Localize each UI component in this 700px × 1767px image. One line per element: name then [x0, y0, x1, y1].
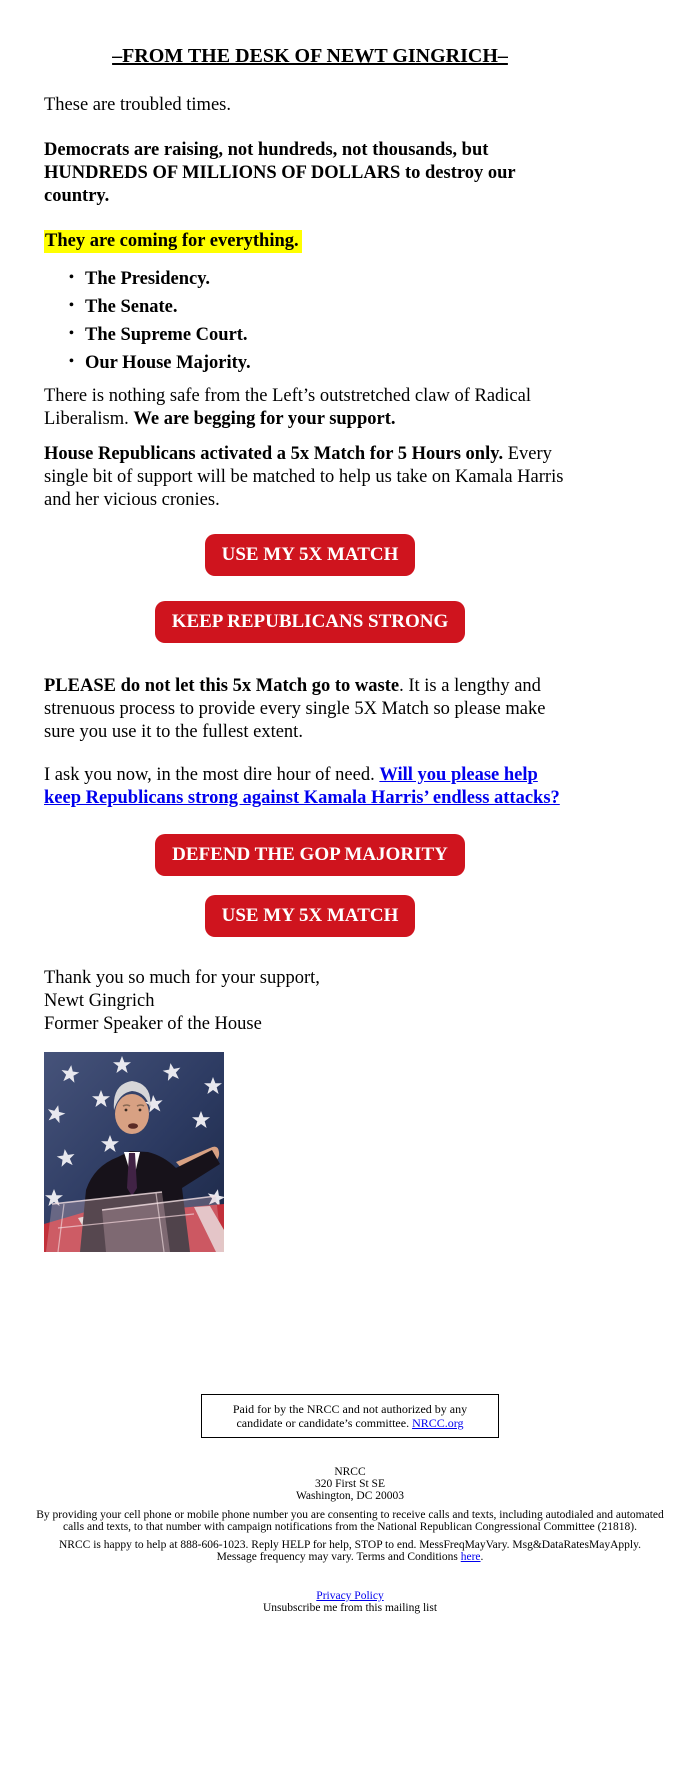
nrcc-org-link[interactable]: NRCC.org	[412, 1416, 464, 1430]
signature-role: Former Speaker of the House	[44, 1014, 262, 1034]
bullet-icon: •	[69, 326, 74, 341]
email-body	[44, 0, 576, 1252]
paid-for-disclaimer-box: Paid for by the NRCC and not authorized by any candidate or candidate’s committee. NRCC.org	[201, 1394, 499, 1438]
list-item: • The Supreme Court.	[68, 321, 576, 349]
terms-and-conditions-link[interactable]: here	[460, 1551, 481, 1564]
email-footer	[0, 1252, 700, 1615]
use-my-5x-match-button-bottom[interactable]: USE MY 5X MATCH	[205, 895, 416, 937]
please-bold-text: PLEASE do not let this 5x Match go to waste	[44, 676, 400, 696]
intro-text: These are troubled times.	[44, 95, 231, 115]
bullet-icon: •	[69, 270, 74, 285]
nothing-safe-paragraph: There is nothing safe from the Left’s outstretched claw of Radical Liberalism. We are begging for your support.	[44, 386, 531, 429]
begging-bold-text: We are begging for your support.	[133, 409, 396, 429]
match-bold-text: House Republicans activated a 5x Match for 5 Hours only.	[44, 444, 504, 464]
newt-gingrich-photo	[44, 1052, 224, 1252]
list-item: • The Presidency.	[68, 265, 576, 293]
use-my-5x-match-button-top[interactable]: USE MY 5X MATCH	[205, 534, 416, 576]
highlight-line	[44, 229, 576, 253]
ask-paragraph: I ask you now, in the most dire hour of need. Will you please help keep Republicans strong against Kamala Harris’ endless attacks?	[44, 765, 560, 808]
threat-list	[68, 265, 576, 377]
defend-gop-majority-button[interactable]: DEFEND THE GOP MAJORITY	[155, 834, 465, 876]
address-block	[0, 1466, 700, 1502]
signature-block	[44, 967, 576, 1036]
match-paragraph: House Republicans activated a 5x Match for 5 Hours only. Every single bit of support will be matched to help us take on Kamala Harris and her vicious cronies.	[44, 444, 564, 510]
page-title: –FROM THE DESK OF NEWT GINGRICH–	[112, 45, 508, 67]
raising-paragraph: Democrats are raising, not hundreds, not thousands, but HUNDREDS OF MILLIONS OF DOLLARS to destroy our country.	[44, 140, 516, 206]
address-city: Washington, DC 20003	[295, 1490, 404, 1502]
unsubscribe-link[interactable]: Unsubscribe me from this mailing list	[262, 1602, 438, 1615]
bullet-icon: •	[69, 298, 74, 313]
signature-name: Newt Gingrich	[44, 991, 155, 1011]
footer-links	[0, 1590, 700, 1615]
sms-help-text: NRCC is happy to help at 888-606-1023. Reply HELP for help, STOP to end. MessFreqMayVary. Msg&DataRatesMayApply. Message frequency may vary. Terms and Conditions here.	[59, 1539, 641, 1564]
list-item: • The Senate.	[68, 293, 576, 321]
address-street: 320 First St SE	[315, 1478, 385, 1490]
keep-republicans-strong-button[interactable]: KEEP REPUBLICANS STRONG	[155, 601, 466, 643]
please-paragraph: PLEASE do not let this 5x Match go to waste. It is a lengthy and strenuous process to provide every single 5X Match so please make sure you use it to the fullest extent.	[44, 676, 546, 742]
highlighted-text: They are coming for everything.	[44, 230, 302, 253]
privacy-policy-link[interactable]: Privacy Policy	[316, 1589, 384, 1602]
keep-republicans-strong-link[interactable]: Will you please help keep Republicans strong against Kamala Harris’ endless attacks?	[44, 765, 560, 808]
signature-thanks: Thank you so much for your support,	[44, 968, 320, 988]
address-org: NRCC	[334, 1466, 366, 1478]
bullet-icon: •	[69, 354, 74, 369]
list-item: • Our House Majority.	[68, 349, 576, 377]
sms-consent-text: By providing your cell phone or mobile phone number you are consenting to receive calls and texts, including autodialed and automated calls and texts, to that number with campaign notifications from the National Republican Congressional Committee (21818).	[36, 1509, 664, 1533]
